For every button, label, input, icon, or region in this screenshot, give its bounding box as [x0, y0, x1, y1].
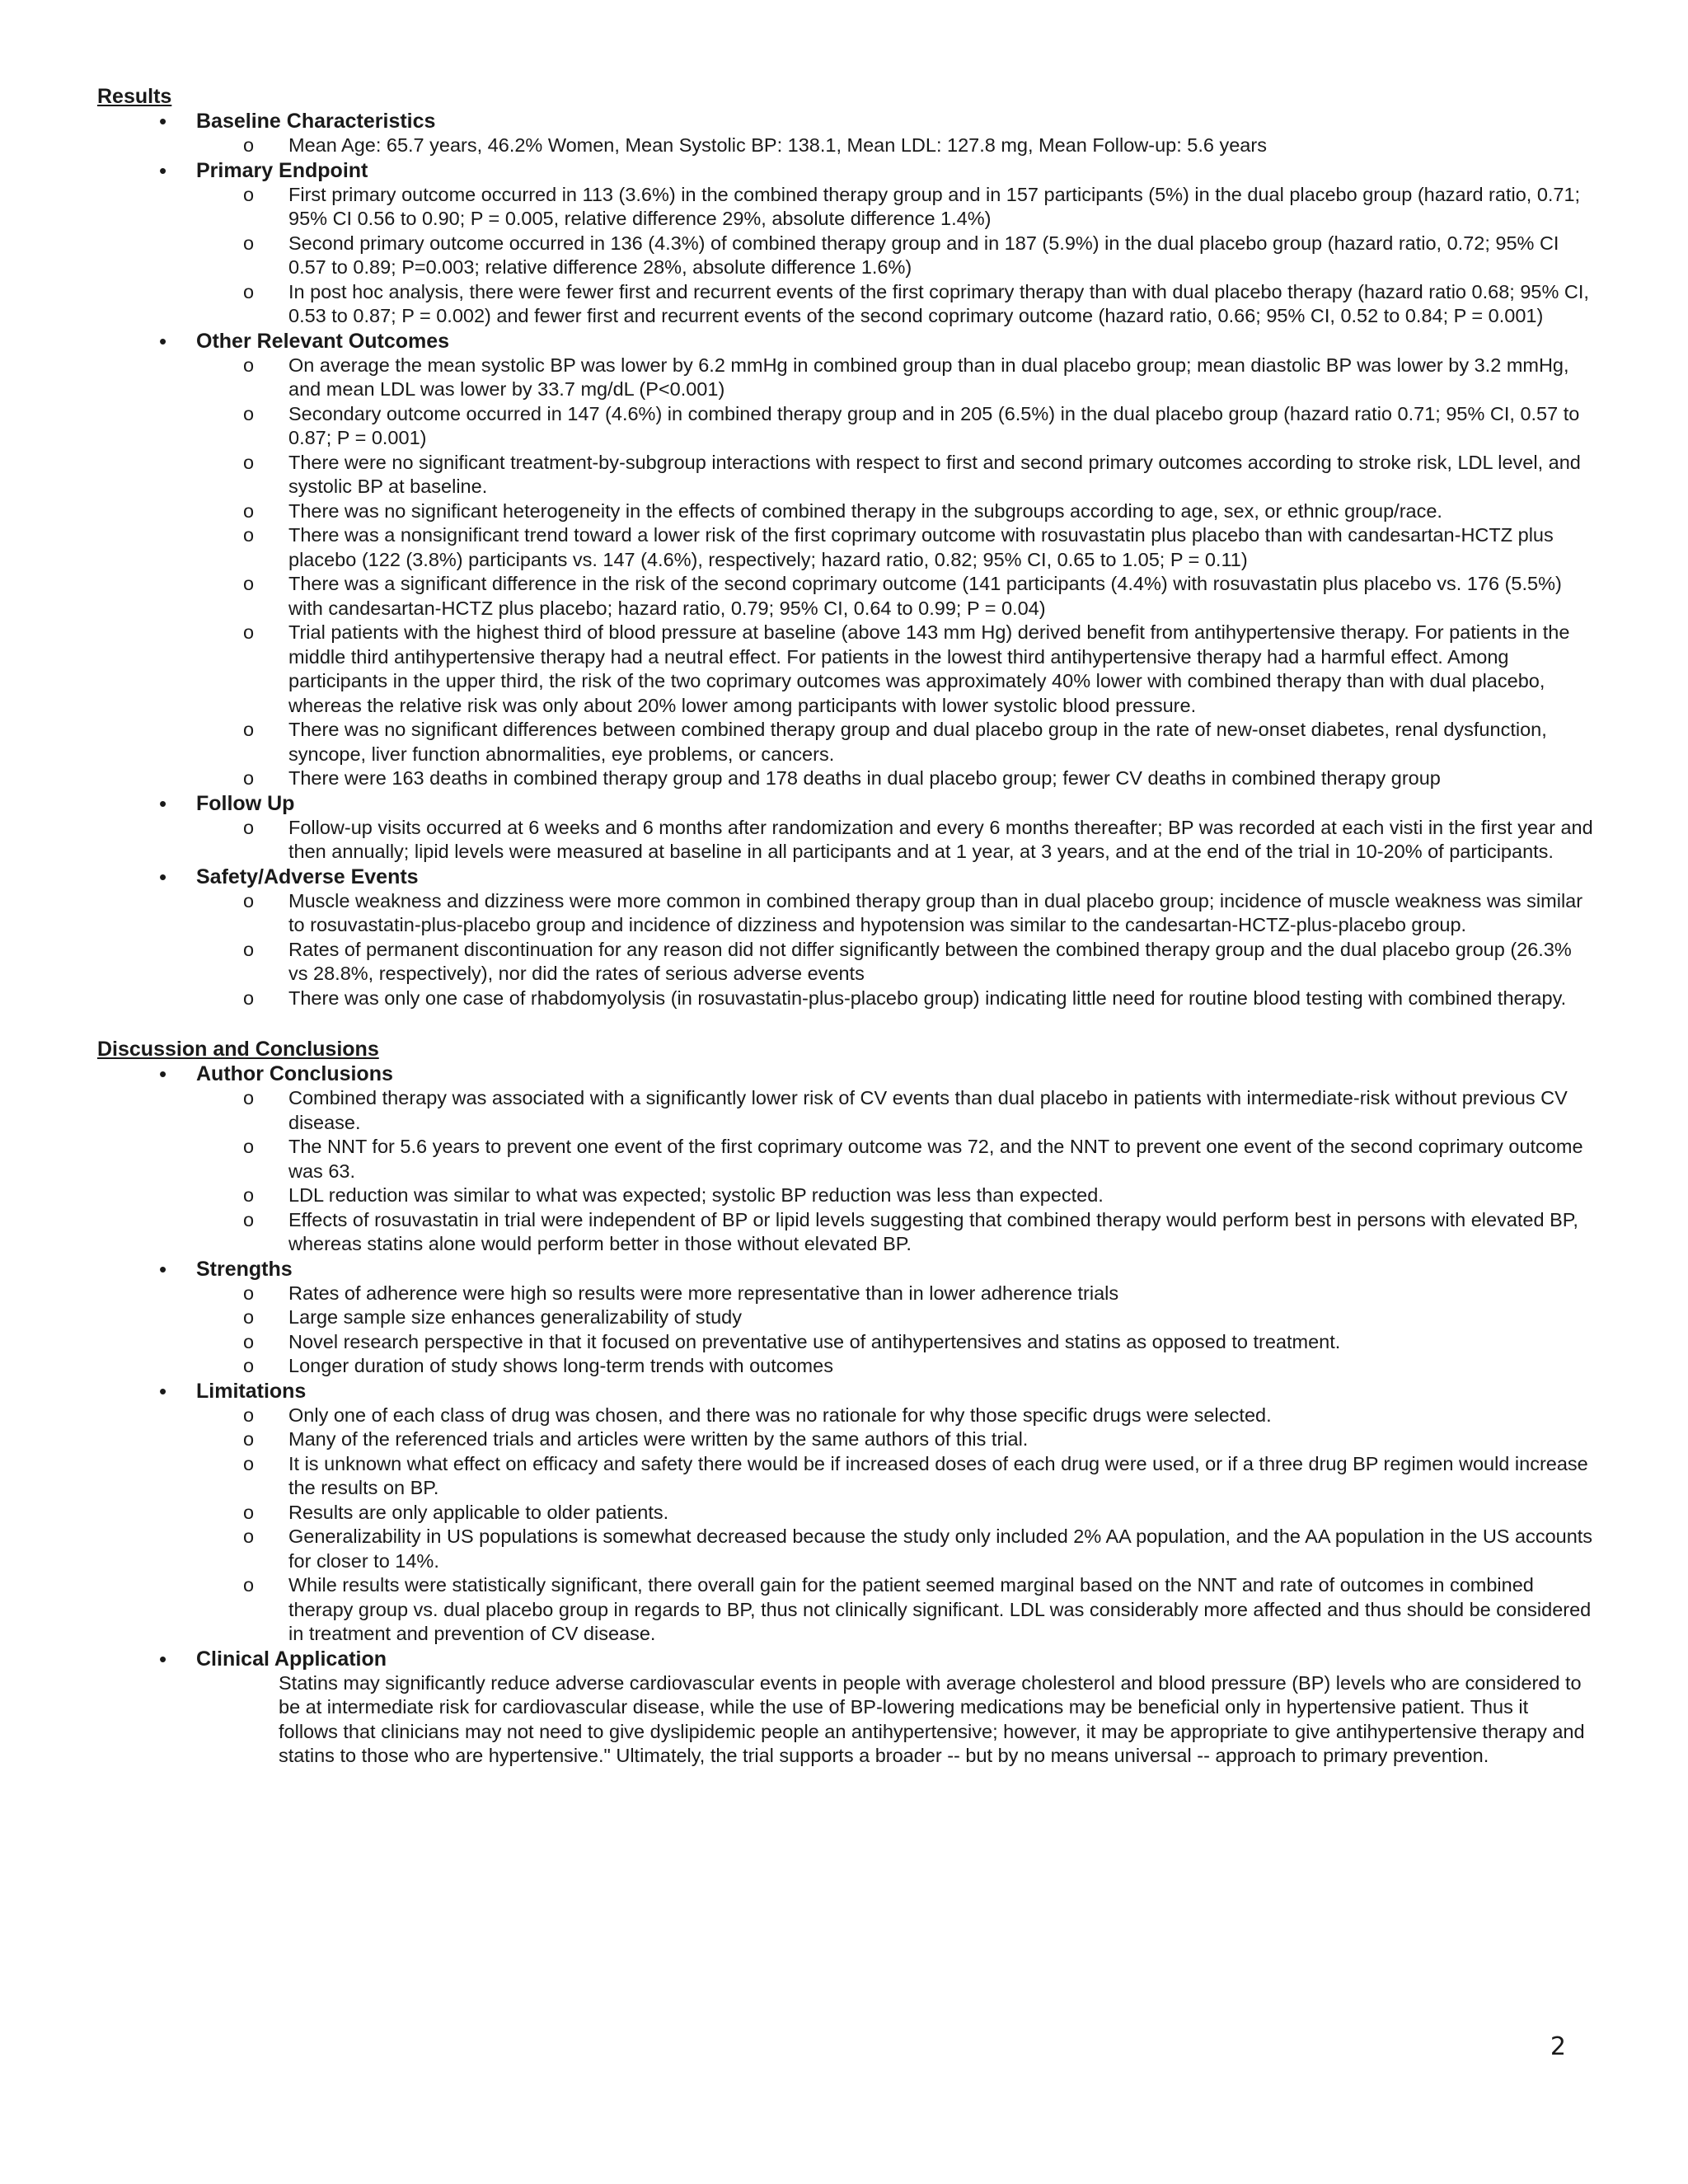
list-item: o Many of the referenced trials and articles were written by the same authors of this trial.	[97, 1427, 1596, 1452]
discussion-sections	[97, 1062, 1596, 1769]
clinical-application-text: Statins may significantly reduce adverse cardiovascular events in people with average cholesterol and blood pressure (BP) levels who are considered to be at intermediate risk for cardiovascular disease, while the use of BP-lowering medications may be beneficial only in hypertensive patient. Thus it follows that clinicians may not need to give dyslipidemic people an antihypertensive; however, it may be appropriate to give antihypertensive therapy and statins to those who are hypertensive." Ultimately, the trial supports a broader -- but by no means universal -- approach to primary prevention.	[279, 1671, 1585, 1766]
list-item: o While results were statistically significant, there overall gain for the patient seemed marginal based on the NNT and rate of outcomes in combined therapy group vs. dual placebo group in regards to BP, thus not clinically significant. LDL was considerably more affected and thus should be considered in treatment and prevention of CV disease.	[97, 1573, 1596, 1647]
list-item: o Generalizability in US populations is somewhat decreased because the study only included 2% AA population, and the AA population in the US accounts for closer to 14%.	[97, 1525, 1596, 1573]
list-item: o Mean Age: 65.7 years, 46.2% Women, Mean Systolic BP: 138.1, Mean LDL: 127.8 mg, Mean Follow-up: 5.6 years	[97, 134, 1596, 158]
section-label: • Primary Endpoint	[196, 158, 368, 182]
section-label: • Baseline Characteristics	[196, 110, 436, 133]
section-label: • Follow Up	[196, 791, 295, 815]
document-page	[97, 84, 1596, 1769]
section-label: • Other Relevant Outcomes	[196, 329, 450, 353]
list-item: o In post hoc analysis, there were fewer first and recurrent events of the first coprimary therapy than with dual placebo therapy (hazard ratio 0.68; 95% CI, 0.53 to 0.87; P = 0.002) and fewer first and recurrent events of the second coprimary outcome (hazard ratio, 0.66; 95% CI, 0.52 to 0.84; P = 0.001)	[97, 280, 1596, 329]
list-item: o Trial patients with the highest third of blood pressure at baseline (above 143 mm Hg) derived benefit from antihypertensive therapy. For patients in the middle third antihypertensive therapy had a neutral effect. For patients in the lowest third antihypertensive therapy had a harmful effect. Among participants in the upper third, the risk of the two coprimary outcomes was approximately 40% lower with combined therapy than with dual placebo, whereas the relative risk was only about 20% lower among participants with lower systolic blood pressure.	[97, 621, 1596, 718]
section-label: • Clinical Application	[196, 1647, 387, 1671]
list-item: o On average the mean systolic BP was lower by 6.2 mmHg in combined group than in dual placebo group; mean diastolic BP was lower by 3.2 mmHg, and mean LDL was lower by 33.7 mg/dL (P<0.001)	[97, 354, 1596, 402]
list-item: o Second primary outcome occurred in 136 (4.3%) of combined therapy group and in 187 (5.9%) in the dual placebo group (hazard ratio, 0.72; 95% CI 0.57 to 0.89; P=0.003; relative difference 28%, absolute difference 1.6%)	[97, 232, 1596, 280]
discussion-heading: Discussion and Conclusions	[97, 1038, 379, 1061]
list-item: o Rates of adherence were high so results were more representative than in lower adherence trials	[97, 1282, 1596, 1306]
list-item: o It is unknown what effect on efficacy and safety there would be if increased doses of each drug were used, or if a three drug BP regimen would increase the results on BP.	[97, 1452, 1596, 1501]
list-item: o Rates of permanent discontinuation for any reason did not differ significantly between the combined therapy group and the dual placebo group (26.3% vs 28.8%, respectively), nor did the rates of serious adverse events	[97, 938, 1596, 987]
list-item: o There were no significant treatment-by-subgroup interactions with respect to first and second primary outcomes according to stroke risk, LDL level, and systolic BP at baseline.	[97, 451, 1596, 499]
section-label: • Safety/Adverse Events	[196, 865, 419, 888]
section-clinical-application	[97, 1647, 1596, 1769]
list-item: o There was a nonsignificant trend toward a lower risk of the first coprimary outcome with rosuvastatin plus placebo than with candesartan-HCTZ plus placebo (122 (3.8%) participants vs. 147 (4.6%), respectively; hazard ratio, 0.82; 95% CI, 0.65 to 1.05; P = 0.11)	[97, 523, 1596, 572]
list-item: o There was a significant difference in the risk of the second coprimary outcome (141 participants (4.4%) with rosuvastatin plus placebo vs. 176 (5.5%) with candesartan-HCTZ plus placebo; hazard ratio, 0.79; 95% CI, 0.64 to 0.99; P = 0.04)	[97, 572, 1596, 621]
list-item: o Effects of rosuvastatin in trial were independent of BP or lipid levels suggesting that combined therapy would perform best in persons with elevated BP, whereas statins alone would perform better in those without elevated BP.	[97, 1208, 1596, 1257]
list-item: o Combined therapy was associated with a significantly lower risk of CV events than dual placebo in patients with intermediate-risk without previous CV disease.	[97, 1086, 1596, 1135]
list-item: o Muscle weakness and dizziness were more common in combined therapy group than in dual placebo group; incidence of muscle weakness was similar to rosuvastatin-plus-placebo group and incidence of dizziness and hypotension was similar to the candesartan-HCTZ-plus-placebo group.	[97, 889, 1596, 938]
list-item: o Novel research perspective in that it focused on preventative use of antihypertensives and statins as opposed to treatment.	[97, 1330, 1596, 1355]
section-safety	[97, 865, 1596, 1011]
results-heading: Results	[97, 85, 172, 108]
list-item: o There were 163 deaths in combined therapy group and 178 deaths in dual placebo group; fewer CV deaths in combined therapy group	[97, 766, 1596, 791]
section-other-outcomes	[97, 329, 1596, 791]
list-item: o Follow-up visits occurred at 6 weeks and 6 months after randomization and every 6 months thereafter; BP was recorded at each visti in the first year and then annually; lipid levels were measured at baseline in all participants and at 1 year, at 3 years, and at the end of the trial in 10-20% of participants.	[97, 816, 1596, 865]
list-item: o The NNT for 5.6 years to prevent one event of the first coprimary outcome was 72, and the NNT to prevent one event of the second coprimary outcome was 63.	[97, 1135, 1596, 1183]
list-item: o First primary outcome occurred in 113 (3.6%) in the combined therapy group and in 157 participants (5%) in the dual placebo group (hazard ratio, 0.71; 95% CI 0.56 to 0.90; P = 0.005, relative difference 29%, absolute difference 1.4%)	[97, 183, 1596, 232]
section-label: • Strengths	[196, 1257, 293, 1281]
section-author-conclusions	[97, 1062, 1596, 1257]
list-item: o Large sample size enhances generalizability of study	[97, 1305, 1596, 1330]
list-item: o There was only one case of rhabdomyolysis (in rosuvastatin-plus-placebo group) indicating little need for routine blood testing with combined therapy.	[97, 987, 1596, 1011]
list-item: o Longer duration of study shows long-term trends with outcomes	[97, 1354, 1596, 1379]
list-item: o There was no significant heterogeneity in the effects of combined therapy in the subgroups according to age, sex, or ethnic group/race.	[97, 499, 1596, 524]
results-sections	[97, 109, 1596, 1010]
page-number: 2	[1550, 2032, 1566, 2061]
section-label: • Limitations	[196, 1379, 307, 1403]
section-follow-up	[97, 791, 1596, 865]
list-item: o There was no significant differences between combined therapy group and dual placebo group in the rate of new-onset diabetes, renal dysfunction, syncope, liver function abnormalities, eye problems, or cancers.	[97, 718, 1596, 766]
list-item: o Results are only applicable to older patients.	[97, 1501, 1596, 1526]
section-label: • Author Conclusions	[196, 1062, 393, 1085]
section-strengths	[97, 1257, 1596, 1379]
list-item: o Only one of each class of drug was chosen, and there was no rationale for why those specific drugs were selected.	[97, 1404, 1596, 1428]
section-limitations	[97, 1379, 1596, 1647]
list-item: o Secondary outcome occurred in 147 (4.6%) in combined therapy group and in 205 (6.5%) in the dual placebo group (hazard ratio 0.71; 95% CI, 0.57 to 0.87; P = 0.001)	[97, 402, 1596, 451]
list-item: o LDL reduction was similar to what was expected; systolic BP reduction was less than expected.	[97, 1183, 1596, 1208]
section-baseline	[97, 109, 1596, 158]
section-primary-endpoint	[97, 158, 1596, 329]
